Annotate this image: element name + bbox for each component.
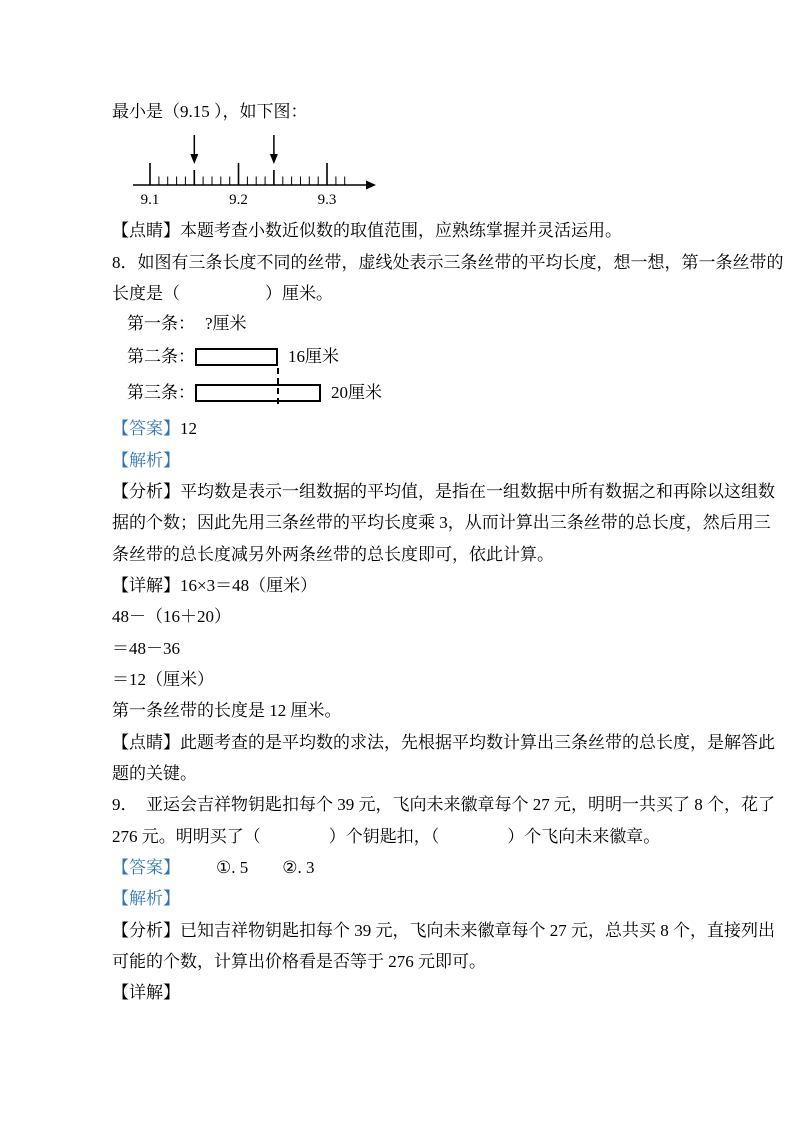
mid-ticks — [194, 170, 274, 185]
q8-detail-line1: 【详解】16×3＝48（厘米） — [112, 575, 318, 595]
q9-detail-tag-line: 【详解】 — [112, 983, 180, 1003]
q9-analysis-line1: 【分析】已知吉祥物钥匙扣每个 39 元，飞向未来徽章每个 27 元，总共买 8 个，直接列出 — [112, 920, 775, 940]
q8-analysis-line1: 【分析】平均数是表示一组数据的平均值，是指在一组数据中所有数据之和再除以这组数 — [112, 481, 775, 501]
ribbon-bar-20cm — [195, 384, 321, 402]
q9-analysis-tag-line — [112, 883, 702, 914]
answer-tag: 【答案】 — [112, 419, 180, 439]
q8-analysis-line3: 条丝带的总长度减另外两条丝带的总长度即可，依此计算。 — [112, 544, 554, 564]
analysis-tag: 【解析】 — [112, 889, 180, 909]
q8-question-line1: 8．如图有三条长度不同的丝带，虚线处表示三条丝带的平均长度，想一想，第一条丝带的 — [112, 252, 784, 272]
intro-line: 最小是（9.15 ），如下图： — [112, 102, 308, 121]
q9-question-line2: 276 元。明明买了（ ）个钥匙扣，（ ）个飞向未来徽章。 — [112, 826, 661, 846]
q9-answer-line — [112, 852, 702, 883]
number-line-svg — [130, 129, 382, 215]
tick-label-9-1: 9.1 — [140, 192, 160, 209]
answer-tag: 【答案】 — [112, 857, 180, 877]
minor-ticks — [159, 177, 345, 186]
ribbon-bar-16cm — [195, 348, 278, 366]
q9-analysis-line2: 可能的个数，计算出价格看是否等于 276 元即可。 — [112, 951, 486, 971]
q8-detail-line4: ＝12（厘米） — [112, 669, 214, 689]
down-arrow-icon — [270, 135, 278, 164]
analysis-tag: 【解析】 — [112, 450, 180, 470]
axis-line — [133, 181, 376, 190]
q8-detail-line5: 第一条丝带的长度是 12 厘米。 — [112, 701, 342, 721]
q8-analysis-line2: 据的个数；因此先用三条丝带的平均长度乘 3，从而计算出三条丝带的总长度，然后用三 — [112, 513, 771, 533]
ribbon-row2-value: 16厘米 — [288, 347, 339, 367]
axis-arrowhead-icon — [366, 181, 376, 190]
q7-tip-line: 【点睛】本题考查小数近似数的取值范围，应熟练掌握并灵活运用。 — [112, 221, 622, 241]
ribbon-figure — [112, 309, 702, 413]
q8-answer-line — [112, 413, 702, 444]
q8-tip-line2: 题的关键。 — [112, 763, 197, 783]
document-content — [112, 96, 784, 1009]
q8-analysis-tag-line — [112, 445, 702, 476]
ribbon-row2-label: 第二条： — [127, 347, 195, 367]
tick-label-9-2: 9.2 — [229, 192, 248, 209]
q8-detail-line2: 48－（16＋20） — [112, 607, 231, 627]
ribbon-row1-label: 第一条： — [127, 314, 195, 334]
q8-tip-line1: 【点睛】此题考查的是平均数的求法，先根据平均数计算出三条丝带的总长度，是解答此 — [112, 732, 775, 752]
ribbon-row1-value: ?厘米 — [205, 314, 247, 334]
answer-value: ①. 5 ②. 3 — [216, 857, 315, 877]
answer-value: 12 — [180, 419, 197, 439]
ribbon-row3-label: 第三条： — [127, 383, 195, 403]
q9-question-line1: 9． 亚运会吉祥物钥匙扣每个 39 元，飞向未来徽章每个 27 元，明明一共买了 8 个，花了 — [112, 795, 775, 815]
q8-question-line2: 长度是（ ）厘米。 — [112, 283, 333, 303]
down-arrow-icon — [190, 135, 198, 164]
average-dashed-line — [277, 368, 279, 404]
tick-label-9-3: 9.3 — [317, 192, 337, 209]
ribbon-row3-value: 20厘米 — [331, 383, 382, 403]
number-line-figure — [112, 127, 702, 215]
q8-detail-line3: ＝48－36 — [112, 638, 180, 658]
